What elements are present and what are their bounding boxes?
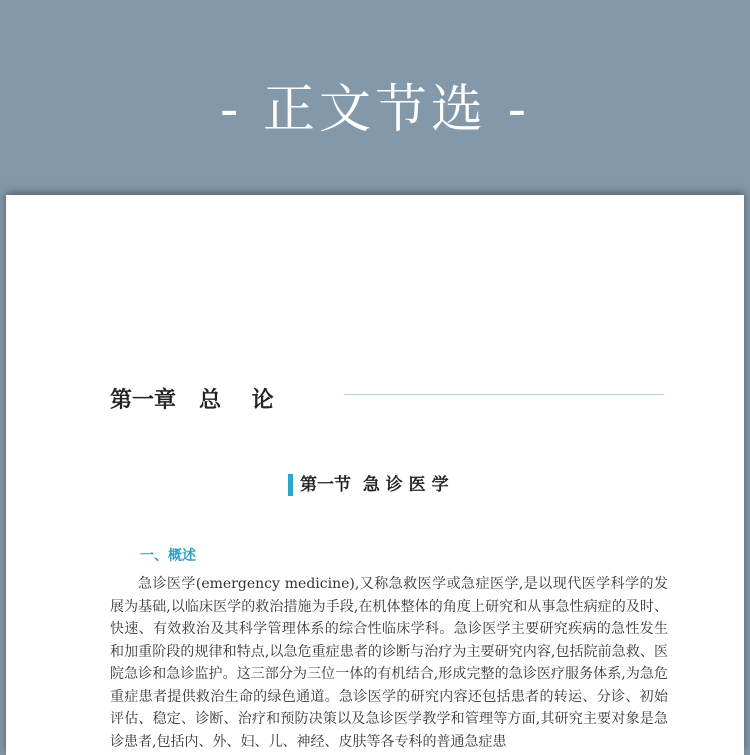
- header-banner: [0, 0, 750, 195]
- banner-title: - 正文节选 -: [219, 80, 531, 140]
- chapter-divider: [344, 394, 664, 395]
- section-marker: [288, 474, 293, 496]
- body-paragraph: [110, 573, 668, 755]
- section-title: 第一节 急 诊 医 学: [300, 475, 449, 495]
- document-page: [6, 195, 744, 755]
- subsection-title: 一、概述: [140, 548, 196, 564]
- chapter-title: 第一章 总 论: [110, 388, 274, 413]
- paragraph-text: 急诊医学(emergency medicine),又称急救医学或急症医学,是以现代医学科学的发展为基础,以临床医学的救治措施为手段,在机体整体的角度上研究和从事急性病症的及时、快速、有效救治及其科学管理体系的综合性临床学科。急诊医学主要研究疾病的急性发生和加重阶段的规律和特点,以急危重症患者的诊断与治疗为主要研究内容,包括院前急救、医院急诊和急诊监护。这三部分为三位一体的有机结合,形成完整的急诊医疗服务体系,为急危重症患者提供救治生命的绿色通道。急诊医学的研究内容还包括患者的转运、分诊、初始评估、稳定、诊断、治疗和预防决策以及急诊医学教学和管理等方面,其研究主要对象是急诊患者,包括内、外、妇、儿、神经、皮肤等各专科的普通急症患: [110, 576, 668, 750]
